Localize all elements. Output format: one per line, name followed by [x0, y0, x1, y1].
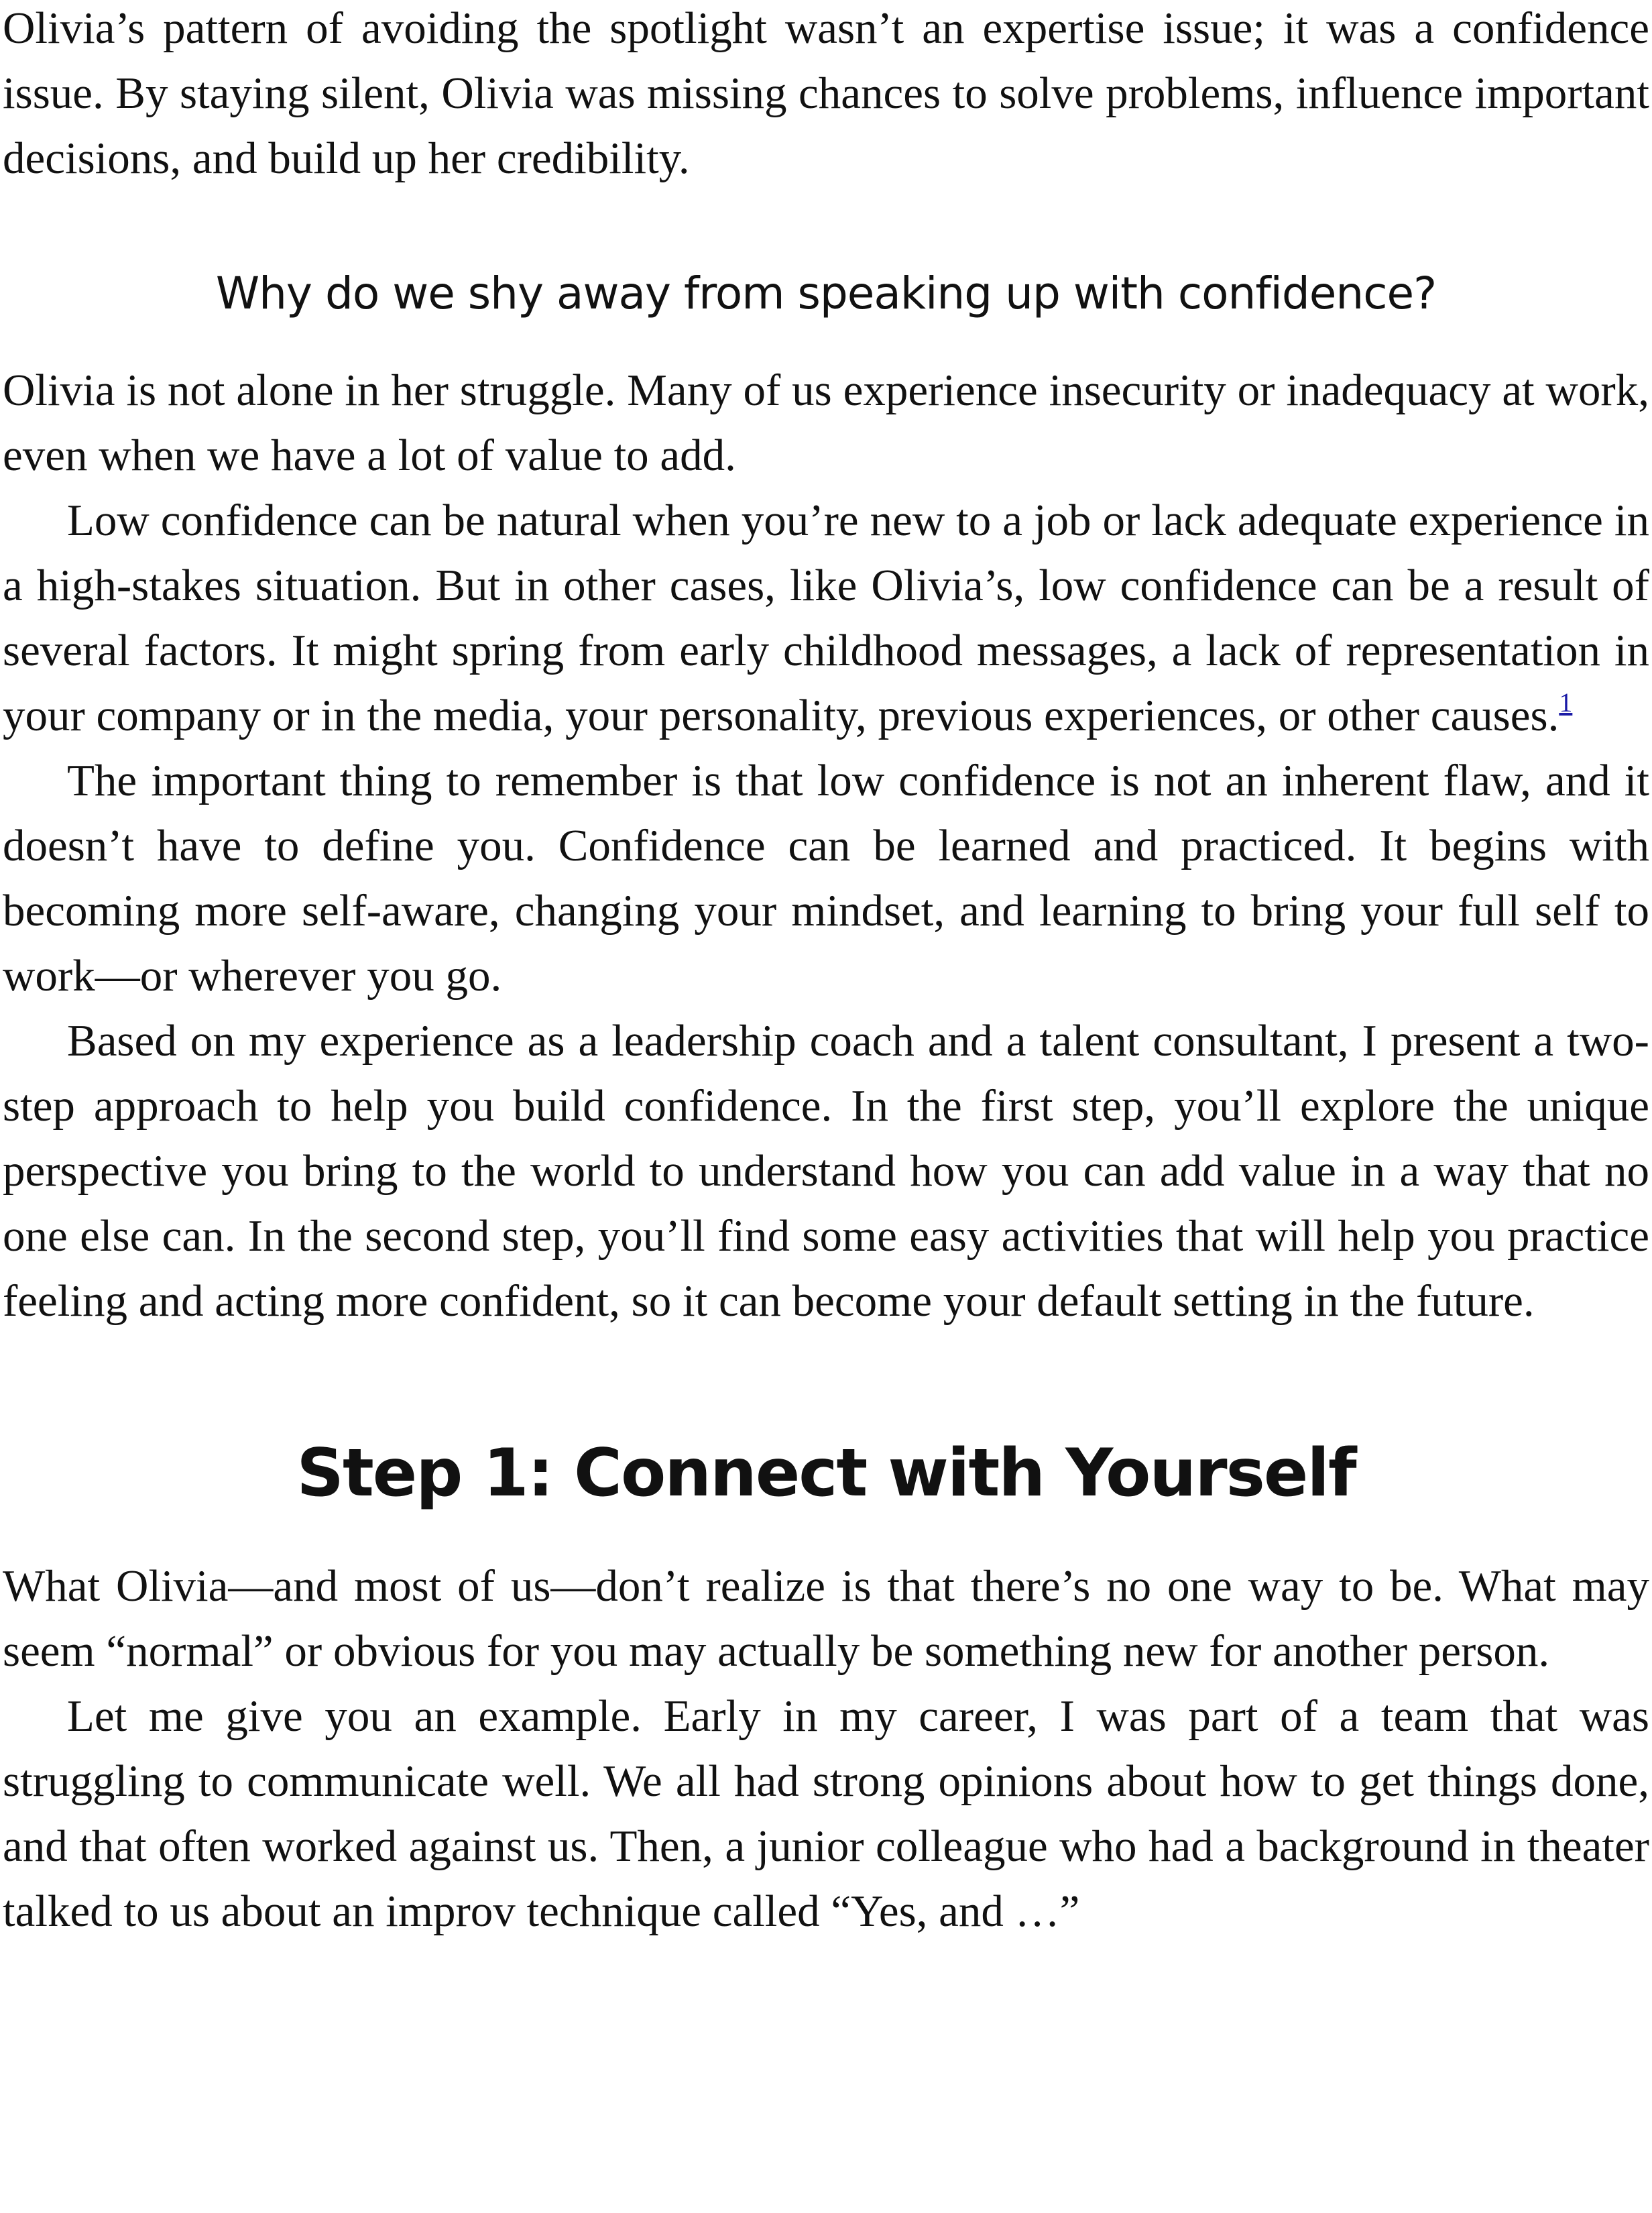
body-paragraph: Based on my experience as a leadership coach and a talent consultant, I present a two-step approach to help you build confidence. In the first step, you’ll explore the unique perspective you bring to the world to understand how you can add value in a way that no one else can. In the second step, you’ll find some easy activities that will help you practice feeling and acting more confident, so it can become your default setting in the future. — [3, 1016, 1649, 1326]
subheading: Why do we shy away from speaking up with confidence? — [215, 268, 1437, 319]
body-paragraph: Olivia is not alone in her struggle. Many of us experience insecurity or inadequacy at work, even when we have a lot of value to add. — [3, 365, 1649, 480]
body-paragraph: Let me give you an example. Early in my career, I was part of a team that was struggling to communicate well. We all had strong opinions about how to get things done, and that often worked against us. Then, a junior colleague who had a background in theater talked to us about an improv technique called “Yes, and …” — [3, 1691, 1649, 1936]
body-paragraph-text: Low confidence can be natural when you’re new to a job or lack adequate experience in a high-stakes situation. But in other cases, like Olivia’s, low confidence can be a result of several factors. It might spring from early childhood messages, a lack of representation in your company or in the media, your personality, previous experiences, or other causes. — [3, 496, 1649, 740]
body-paragraph — [3, 488, 1649, 748]
document-page — [3, 0, 1649, 1944]
footnote-link[interactable]: 1 — [1559, 687, 1573, 718]
section-heading: Step 1: Connect with Yourself — [296, 1435, 1356, 1512]
intro-paragraph: Olivia’s pattern of avoiding the spotlight wasn’t an expertise issue; it was a confidence issue. By staying silent, Olivia was missing chances to solve problems, influence important decisions, and build up her credibility. — [3, 3, 1649, 183]
body-paragraph: What Olivia—and most of us—don’t realize is that there’s no one way to be. What may seem “normal” or obvious for you may actually be something new for another person. — [3, 1561, 1649, 1676]
body-paragraph: The important thing to remember is that low confidence is not an inherent flaw, and it doesn’t have to define you. Confidence can be learned and practiced. It begins with becoming more self-aware, changing your mindset, and learning to bring your full self to work—or wherever you go. — [3, 756, 1649, 1001]
